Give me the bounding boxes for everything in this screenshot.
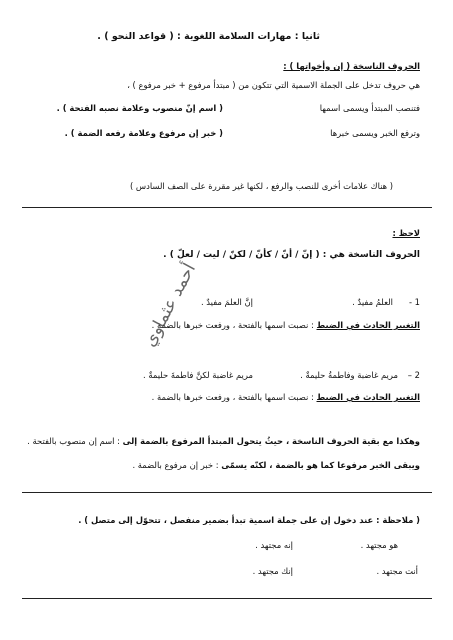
other-signs-note: ( هناك علامات أخرى للنصب والرفع ، لكنها غير مقررة على الصف السادس ) bbox=[129, 181, 393, 191]
pronoun-example2-transformed: إنك مجتهد . bbox=[252, 566, 293, 576]
change-text: : نصبت اسمها بالفتحة ، ورفعت خبرها بالضمة . bbox=[151, 320, 314, 330]
example2-number: 2 – bbox=[407, 370, 420, 380]
example2-original: مريم غاضبة وفاطمةُ حليمةٌ . bbox=[300, 370, 398, 380]
rule-subject-explain: ( اسم إنّ منصوب وعلامة نصبه الفتحة ) . bbox=[56, 103, 223, 113]
pronoun-note: ( ملاحظة : عند دخول إن على جملة اسمية تبدأ بضمير منفصل ، تتحوّل إلى متصل ) . bbox=[78, 515, 420, 525]
handwritten-signature-watermark: أحمد عثماوي bbox=[139, 260, 201, 351]
observe-label: لاحظ : bbox=[392, 228, 420, 238]
example1-original: العلمُ مفيدٌ . bbox=[352, 297, 393, 307]
example2-change bbox=[152, 392, 420, 403]
rule-subject-plain: فتنصب المبتدأ ويسمى اسمها bbox=[319, 103, 420, 113]
example1-number: 1 - bbox=[408, 297, 420, 307]
lesson-title: الحروف الناسخة ( إن وأخواتها ) : bbox=[283, 61, 420, 71]
summary-plain: : اسم إن منصوب بالفتحة . bbox=[27, 436, 120, 446]
section-title: ثانيا : مهارات السلامة اللغوية : ( قواعد النحو ) . bbox=[97, 31, 320, 42]
change-text: : نصبت اسمها بالفتحة ، ورفعت خبرها بالضمة . bbox=[151, 392, 314, 402]
summary2-plain: : خبر إن مرفوع بالضمة . bbox=[132, 460, 219, 470]
definition-text bbox=[127, 80, 420, 91]
particles-line: الحروف الناسخة هي : ( إنّ / أنّ / كأنّ / لكنّ / ليت / لعلّ ) . bbox=[163, 250, 420, 260]
summary-bold: وهكذا مع بقية الحروف الناسخة ، حيثُ يتحول المبتدأ المرفوع بالضمة إلى bbox=[122, 436, 420, 446]
divider-line bbox=[22, 207, 432, 208]
change-label: التغيير الحادث في الضبط bbox=[316, 320, 420, 330]
example2-transformed: مريم غاضبة لكنَّ فاطمةَ حليمةٌ . bbox=[143, 370, 253, 380]
pronoun-example1-transformed: إنه مجتهد . bbox=[255, 540, 293, 550]
summary-line-2 bbox=[132, 460, 420, 471]
divider-line bbox=[22, 598, 432, 599]
summary2-bold: ويبقى الخبر مرفوعا كما هو بالضمة ، لكنّه يسمّى bbox=[221, 460, 420, 470]
example1-transformed: إنَّ العلمَ مفيدٌ . bbox=[200, 297, 253, 307]
rule-subject bbox=[320, 103, 420, 114]
rule-predicate-plain: وترفع الخبر ويسمى خبرها bbox=[330, 128, 420, 138]
summary-line-1 bbox=[27, 436, 420, 447]
pronoun-example1-original: هو مجتهد . bbox=[360, 540, 398, 550]
rule-predicate bbox=[330, 128, 420, 139]
divider-line bbox=[22, 492, 432, 493]
rule-predicate-explain: ( خبر إن مرفوع وعلامة رفعه الضمة ) . bbox=[64, 128, 223, 138]
change-label: التغيير الحادث في الضبط bbox=[316, 392, 420, 402]
pronoun-example2-original: أنت مجتهد . bbox=[376, 566, 418, 576]
definition-sentence: هي حروف تدخل على الجملة الاسمية التي تتكون من ( مبتدأ مرفوع + خبر مرفوع ) ، bbox=[127, 80, 420, 90]
